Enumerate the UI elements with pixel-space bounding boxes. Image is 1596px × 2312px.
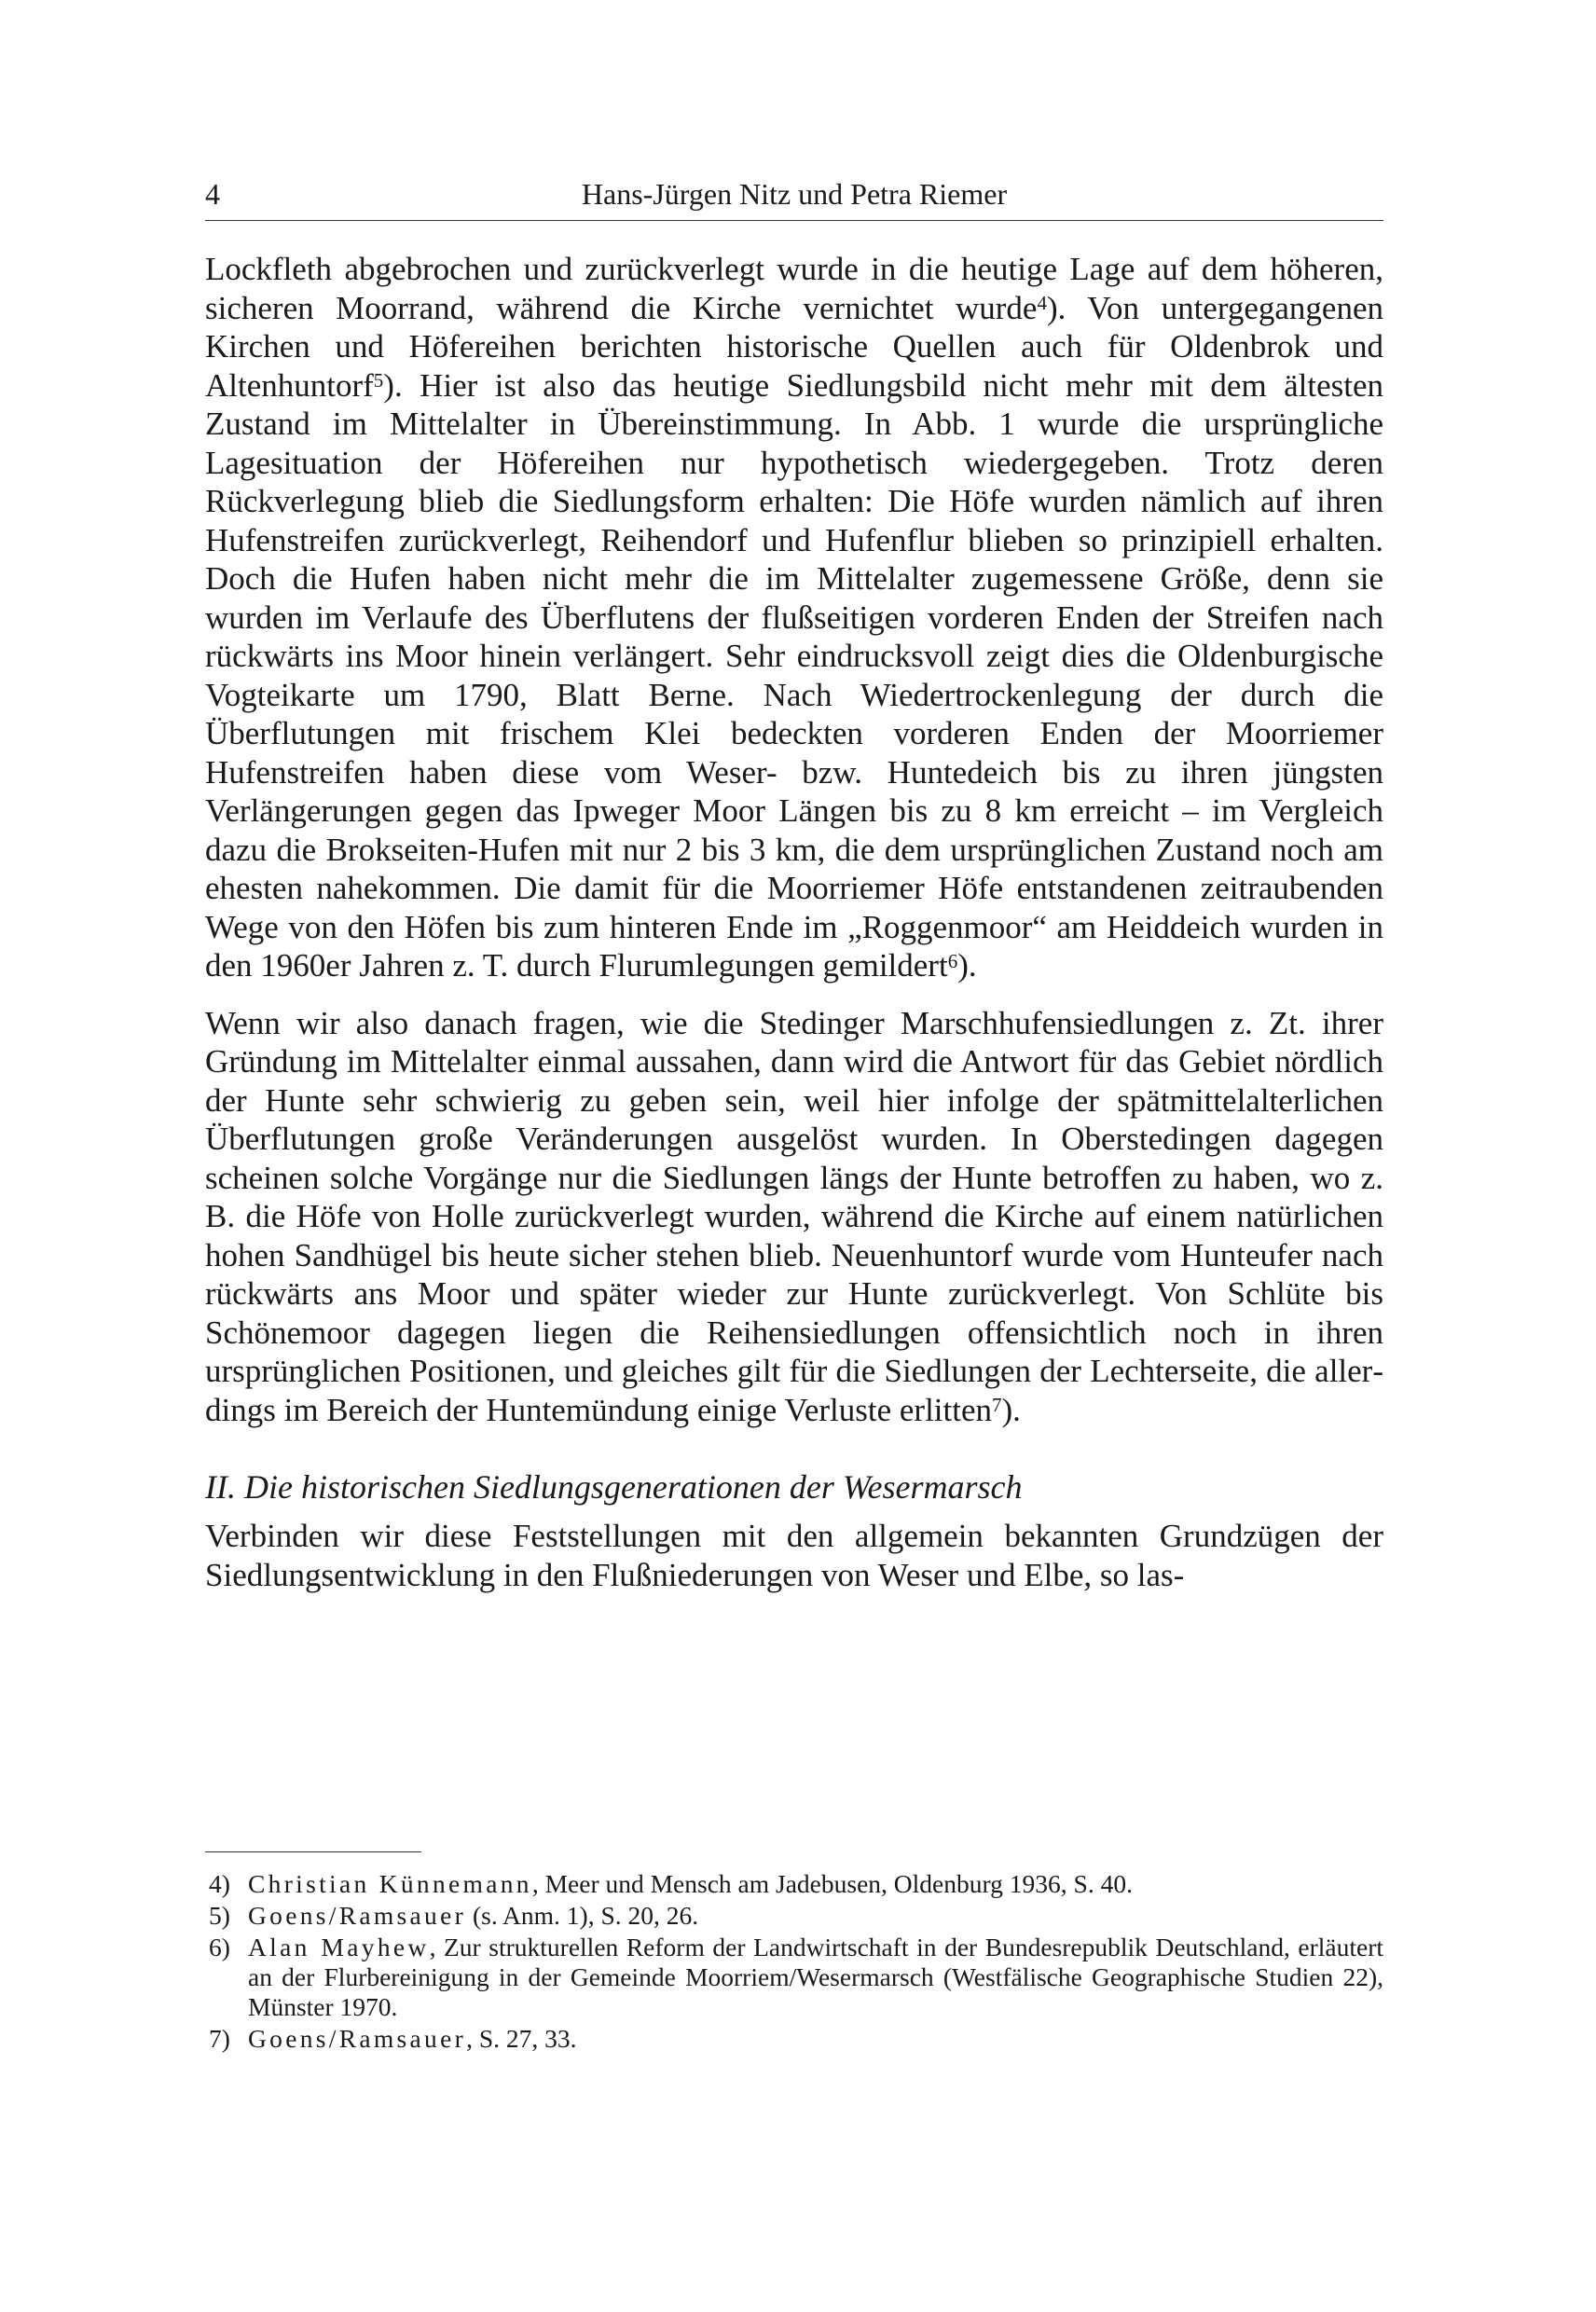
section-heading: II. Die historischen Siedlungsgenerationen der Wesermarsch	[205, 1468, 1023, 1506]
footnote-text: , Zur strukturellen Reform der Landwirtschaft in der Bundesrepublik Deutschland, erläutert an der Flurbereinigung in der Gemeinde Moorriem/Wesermarsch (Westfälische Geographische Studien 22), Münster 1970.	[248, 1933, 1383, 2021]
paragraph-1: Lockfleth abgebrochen und zurückverlegt wurde in die heutige Lage auf dem höheren, sicheren Moorrand, während die Kirche vernichtet wurde$^4$). Von untergegangenen Kirchen und Höfereihen berichten historische Quellen auch für Oldenbrok und Altenhuntorf$^5$). Hier ist also das heutige Siedlungsbild nicht mehr mit dem ältesten Zustand im Mittelalter in Übereinstimmung. In Abb. 1 wurde die ursprüngliche Lagesituation der Höfereihen nur hypothetisch wiedergegeben. Trotz deren Rückverlegung blieb die Siedlungsform erhalten: Die Höfe wurden nämlich auf ihren Hufenstreifen zurückverlegt, Reihendorf und Hufenflur blieben so prinzipiell erhalten. Doch die Hufen haben nicht mehr die im Mittelalter zugemessene Größe, denn sie wurden im Verlaufe des Überflutens der flußseitigen vorderen Enden der Streifen nach rückwärts ins Moor hinein verlängert. Sehr eindrucksvoll zeigt dies die Oldenburgische Vogteikarte um 1790, Blatt Berne. Nach Wiedertrockenlegung der durch die Überflutungen mit frischem Klei bedeckten vorderen Enden der Moorriemer Hufenstreifen haben diese vom Weser- bzw. Huntedeich bis zu ihren jüngsten Verlängerungen gegen das Ipweger Moor Längen bis zu 8 km erreicht – im Vergleich dazu die Brokseiten-Hufen mit nur 2 bis 3 km, die dem ursprünglichen Zustand noch am ehesten nahekommen. Die damit für die Moorriemer Höfe entstandenen zeitraubenden Wege von den Höfen bis zum hinteren Ende im „Roggenmoor“ am Heiddeich wurden in den 1960er Jahren z. T. durch Flurumlegungen gemildert$^6$).	[205, 251, 1383, 984]
footnote-author: Christian Künnemann	[248, 1869, 532, 1898]
page-number: 4	[205, 177, 220, 211]
footnote-marker: 4)	[209, 1869, 230, 1898]
footnote-divider	[205, 1851, 421, 1852]
footnote-ref-6[interactable]: 6	[947, 949, 958, 972]
footnote-text: , Meer und Mensch am Jadebusen, Oldenburg 1936, S. 40.	[531, 1869, 1133, 1898]
footnote-6	[205, 1933, 1383, 2022]
running-title: Hans-Jürgen Nitz und Petra Riemer	[581, 177, 1008, 211]
footnote-author: Goens/Ramsauer	[248, 1901, 467, 1930]
footnote-text: (s. Anm. 1), S. 20, 26.	[466, 1901, 699, 1930]
footnote-author: Goens/Ramsauer	[248, 2024, 467, 2053]
footnote-marker: 5)	[209, 1901, 230, 1930]
paragraph-3: Verbinden wir diese Feststellungen mit den allgemein bekannten Grundzügen der Siedlungsentwicklung in den Flußniederungen von Weser und Elbe, so las-	[205, 1518, 1383, 1593]
footnote-ref-7[interactable]: 7	[992, 1394, 1002, 1417]
running-header	[205, 168, 1383, 221]
footnote-ref-4[interactable]: 4	[1037, 292, 1047, 315]
paragraph-2: Wenn wir also danach fragen, wie die Stedinger Marschhufensiedlungen z. Zt. ihrer Gründung im Mittelalter einmal aussahen, dann wird die Antwort für das Gebiet nördlich der Hunte sehr schwierig zu geben sein, weil hier infolge der spätmittelalterlichen Überflutungen große Veränderungen ausgelöst wurden. In Oberstedingen dagegen scheinen solche Vorgänge nur die Siedlungen längs der Hunte betroffen zu haben, wo z. B. die Höfe von Holle zurückverlegt wurden, während die Kirche auf einem natürlichen hohen Sandhügel bis heute sicher stehen blieb. Neuenhuntorf wurde vom Hunteufer nach rückwärts ans Moor und später wieder zur Hunte zurückverlegt. Von Schlüte bis Schönemoor dagegen liegen die Reihensiedlungen offensichtlich noch in ihren ursprünglichen Positionen, und gleiches gilt für die Siedlungen der Lechterseite, die allerdings im Bereich der Huntemündung einige Verluste erlitten$^7$).	[205, 1004, 1383, 1428]
footnote-5	[205, 1901, 1383, 1931]
footnote-marker: 7)	[209, 2024, 230, 2053]
footnote-text: , S. 27, 33.	[466, 2024, 577, 2053]
footnote-7	[205, 2024, 1383, 2054]
footnote-ref-5[interactable]: 5	[373, 369, 384, 392]
body-text	[205, 250, 1383, 1613]
footnote-4	[205, 1869, 1383, 1899]
footnote-author: Alan Mayhew	[248, 1933, 430, 1961]
footnote-marker: 6)	[209, 1933, 230, 1961]
footnotes	[205, 1869, 1383, 2056]
